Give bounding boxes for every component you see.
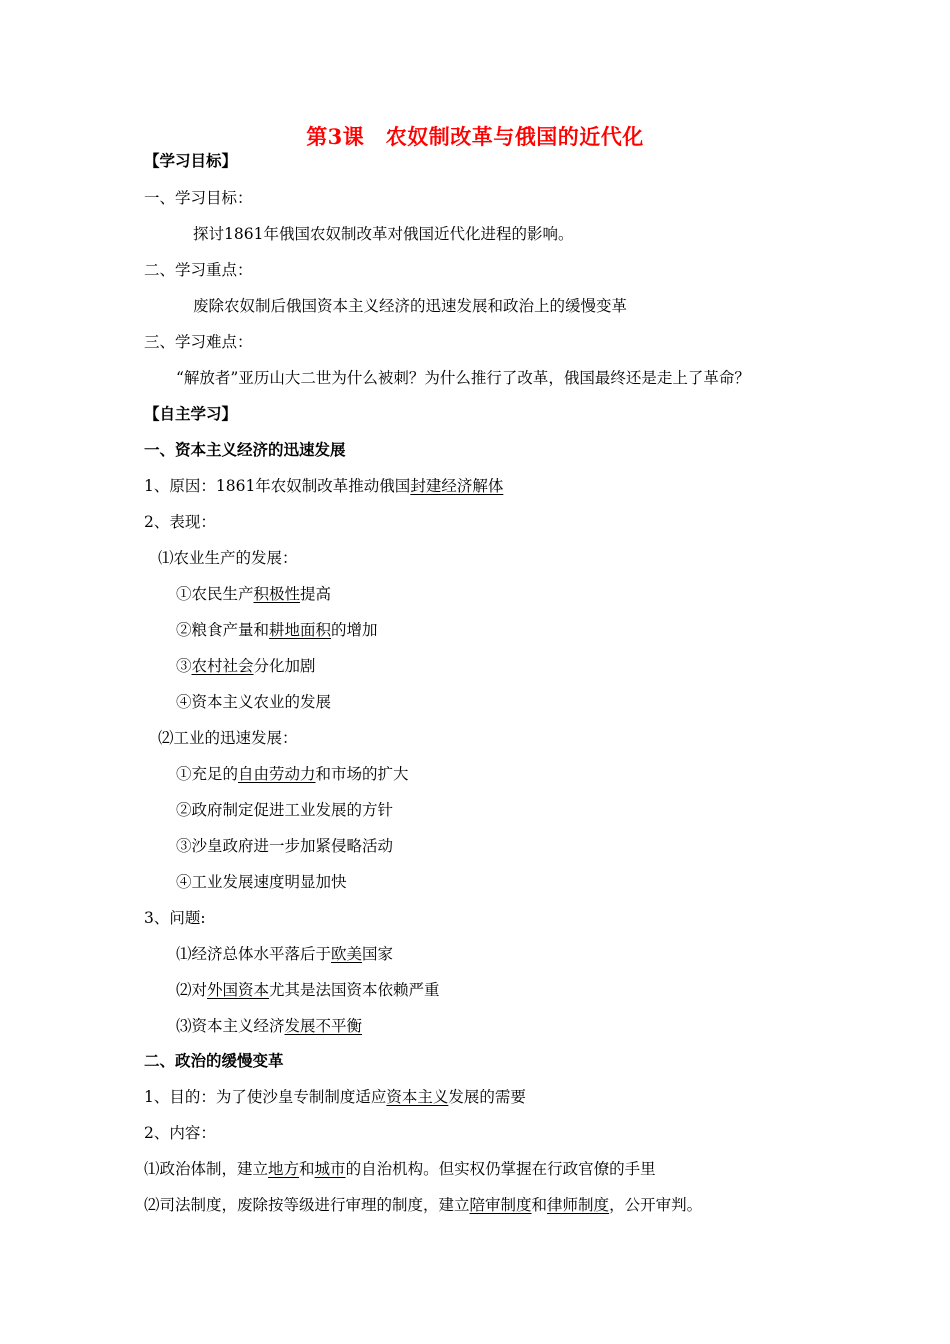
cause-line: [144, 476, 503, 496]
problem-label: 3、问题:: [144, 909, 206, 927]
content-item-1: [144, 1159, 656, 1179]
agri-1-text: ①农民生产: [176, 585, 254, 603]
section-heading-self-study: 【自主学习】: [144, 404, 238, 423]
agri-3-text: ③: [176, 657, 192, 675]
c1-underlined-1: 地方: [268, 1160, 300, 1178]
aim-underlined: 资本主义: [386, 1088, 449, 1106]
content-item-2: [144, 1195, 702, 1215]
prob-2-underlined: 外国资本: [207, 981, 270, 999]
agri-2-suffix: 的增加: [331, 621, 378, 639]
industry-item-2: ②政府制定促进工业发展的方针: [176, 801, 394, 819]
industry-item-1: [176, 764, 409, 784]
agri-1-suffix: 提高: [300, 585, 332, 603]
goal-text: 探讨1861年俄国农奴制改革对俄国近代化进程的影响。: [193, 225, 574, 243]
c1-text-c: 的自治机构。但实权仍掌握在行政官僚的手里: [345, 1160, 656, 1178]
agri-3-suffix: 分化加剧: [253, 657, 316, 675]
agriculture-item-1: [176, 584, 331, 604]
prob-1-suffix: 国家: [362, 945, 394, 963]
prob-1-underlined: 欧美: [331, 945, 363, 963]
aim-text: 1、目的：为了使沙皇专制制度适应: [144, 1088, 387, 1106]
agri-3-underlined: 农村社会: [191, 657, 254, 675]
c2-text-b: 和: [531, 1196, 548, 1214]
agriculture-item-4: ④资本主义农业的发展: [176, 693, 332, 711]
section-heading-learning-goals: 【学习目标】: [144, 151, 238, 170]
c2-underlined-1: 陪审制度: [469, 1196, 532, 1214]
agri-2-underlined: 耕地面积: [269, 621, 332, 639]
agriculture-item-2: [176, 620, 378, 640]
goal-label: 一、学习目标：: [144, 189, 253, 207]
prob-3-text: ⑶资本主义经济: [176, 1017, 285, 1035]
performance-label: 2、表现：: [144, 513, 216, 531]
difficult-point-text: “解放者”亚历山大二世为什么被刺？为什么推行了改革，俄国最终还是走上了革命？: [176, 369, 750, 387]
part1-heading: 一、资本主义经济的迅速发展: [144, 440, 346, 459]
c1-underlined-2: 城市: [314, 1160, 346, 1178]
ind-1-text: ①充足的: [176, 765, 239, 783]
c1-text-a: ⑴政治体制，建立: [144, 1160, 269, 1178]
agri-2-text: ②粮食产量和: [176, 621, 270, 639]
ind-1-suffix: 和市场的扩大: [315, 765, 409, 783]
agriculture-label: ⑴农业生产的发展：: [158, 549, 298, 567]
page-title: 第3课 农奴制改革与俄国的近代化: [306, 124, 644, 149]
aim-line: [144, 1087, 526, 1107]
c2-text-a: ⑵司法制度，废除按等级进行审理的制度，建立: [144, 1196, 470, 1214]
content-label: 2、内容：: [144, 1124, 216, 1142]
cause-text: 1、原因：1861年农奴制改革推动俄国: [144, 477, 411, 495]
cause-underlined: 封建经济解体: [410, 477, 504, 495]
prob-1-text: ⑴经济总体水平落后于: [176, 945, 332, 963]
prob-2-suffix: 尤其是法国资本依赖严重: [269, 981, 440, 999]
part2-heading: 二、政治的缓慢变革: [144, 1051, 284, 1070]
c2-underlined-2: 律师制度: [547, 1196, 610, 1214]
prob-3-underlined: 发展不平衡: [284, 1017, 363, 1035]
aim-suffix: 发展的需要: [448, 1088, 526, 1106]
problem-item-3: [176, 1016, 362, 1036]
industry-label: ⑵工业的迅速发展：: [158, 729, 298, 747]
industry-item-4: ④工业发展速度明显加快: [176, 873, 347, 891]
ind-1-underlined: 自由劳动力: [238, 765, 316, 783]
difficult-point-label: 三、学习难点：: [144, 333, 253, 351]
key-point-text: 废除农奴制后俄国资本主义经济的迅速发展和政治上的缓慢变革: [193, 297, 628, 315]
problem-item-2: [176, 980, 440, 1000]
c2-text-c: ，公开审判。: [609, 1196, 703, 1214]
key-point-label: 二、学习重点：: [144, 261, 253, 279]
prob-2-text: ⑵对: [176, 981, 208, 999]
c1-text-b: 和: [299, 1160, 315, 1178]
agri-1-underlined: 积极性: [253, 585, 301, 603]
agriculture-item-3: [176, 656, 316, 676]
industry-item-3: ③沙皇政府进一步加紧侵略活动: [176, 837, 394, 855]
problem-item-1: [176, 944, 393, 964]
